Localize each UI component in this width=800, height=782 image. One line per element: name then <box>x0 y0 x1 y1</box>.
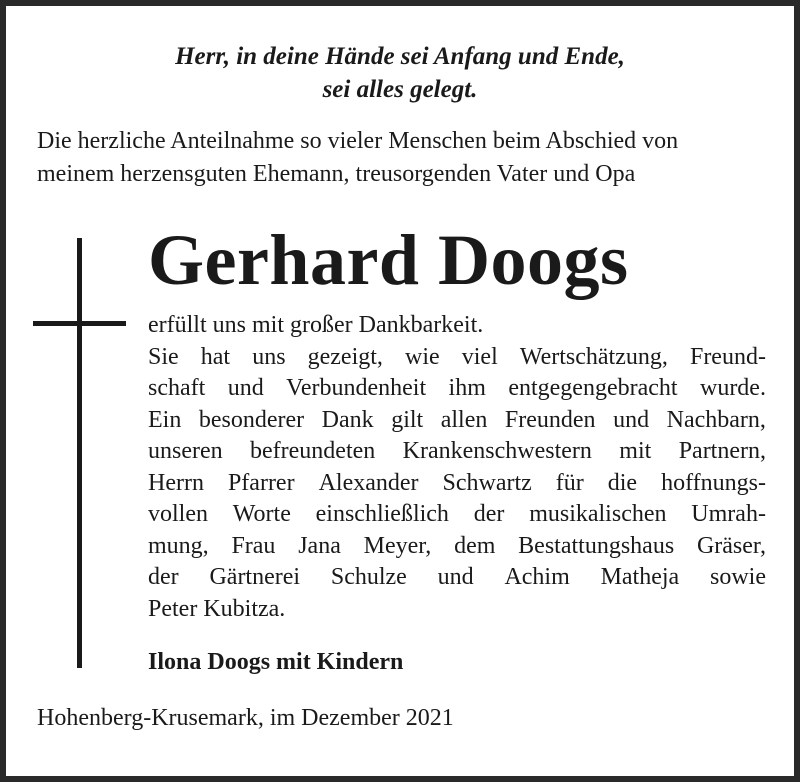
word: mit <box>619 438 652 464</box>
word: gilt <box>391 406 424 433</box>
word: Umrah- <box>691 501 766 527</box>
cross-icon-vertical <box>77 238 82 668</box>
word: befreundeten <box>250 438 376 464</box>
word: ihm <box>448 375 486 401</box>
word: und <box>613 406 650 433</box>
word: wurde. <box>699 375 766 401</box>
word: und <box>227 375 264 401</box>
word: Gärtnerei <box>209 564 301 590</box>
word: der <box>473 501 505 527</box>
cross-icon-horizontal <box>33 321 126 326</box>
word: mung, <box>148 532 209 559</box>
word: Achim <box>504 564 570 590</box>
thanks-line <box>148 531 766 563</box>
thanks-line <box>148 405 766 437</box>
thanks-line <box>148 436 766 468</box>
thanks-line <box>148 342 766 374</box>
word: entgegengebracht <box>508 375 678 401</box>
thanks-line: Peter Kubitza. <box>148 595 286 622</box>
thanks-line: erfüllt uns mit großer Dankbarkeit. <box>148 312 484 338</box>
word: hat <box>200 343 231 370</box>
word: hoffnungs- <box>661 469 766 496</box>
bible-verse <box>0 40 800 106</box>
word: Sie <box>148 343 179 370</box>
word: Worte <box>232 501 291 527</box>
word: Gräser, <box>696 532 766 559</box>
word: Herrn <box>148 469 204 496</box>
bible-verse-line-2: sei alles gelegt. <box>322 76 478 103</box>
thanks-line <box>148 562 766 594</box>
word: Wertschätzung, <box>519 343 668 370</box>
word: Alexander <box>318 469 419 496</box>
word: die <box>607 469 638 496</box>
word: Krankenschwestern <box>402 438 592 464</box>
word: uns <box>252 343 286 370</box>
intro-text <box>37 125 767 191</box>
word: Ein <box>148 406 182 433</box>
thanks-line <box>148 499 766 531</box>
word: Verbundenheit <box>286 375 427 401</box>
word: besonderer <box>198 406 305 433</box>
word: Jana <box>298 532 341 559</box>
word: dem <box>454 532 496 559</box>
bible-verse-line-1: Herr, in deine Hände sei Anfang und Ende, <box>175 43 625 70</box>
thanks-line <box>148 468 766 500</box>
word: allen <box>440 406 488 433</box>
word: Dank <box>321 406 374 433</box>
thanks-text <box>148 310 766 625</box>
thanks-line <box>148 373 766 405</box>
word: wie <box>405 343 440 370</box>
word: Meyer, <box>363 532 432 559</box>
word: sowie <box>710 564 766 590</box>
word: Frau <box>231 532 276 559</box>
word: musikalischen <box>529 501 667 527</box>
word: unseren <box>148 438 223 464</box>
word: für <box>555 469 584 496</box>
word: gezeigt, <box>307 343 383 370</box>
word: Nachbarn, <box>666 406 766 433</box>
intro-line-2: meinem herzensguten Ehemann, treusorgenden Vater und Opa <box>37 161 636 187</box>
word: Schulze <box>330 564 407 590</box>
place-date: Hohenberg-Krusemark, im Dezember 2021 <box>37 705 454 731</box>
word: Matheja <box>600 564 680 590</box>
word: Bestattungshaus <box>518 532 675 559</box>
signature: Ilona Doogs mit Kindern <box>148 649 404 675</box>
word: vollen <box>148 501 208 527</box>
word: viel <box>461 343 498 370</box>
word: der <box>148 564 179 590</box>
word: und <box>437 564 474 590</box>
deceased-name: Gerhard Doogs <box>148 220 629 300</box>
word: Pfarrer <box>227 469 295 496</box>
intro-line-1: Die herzliche Anteilnahme so vieler Menschen beim Abschied von <box>37 128 679 154</box>
word: schaft <box>148 375 206 401</box>
word: Freund- <box>689 343 766 370</box>
word: Partnern, <box>678 438 766 464</box>
word: einschließlich <box>315 501 449 527</box>
word: Freunden <box>504 406 596 433</box>
word: Schwartz <box>442 469 532 496</box>
